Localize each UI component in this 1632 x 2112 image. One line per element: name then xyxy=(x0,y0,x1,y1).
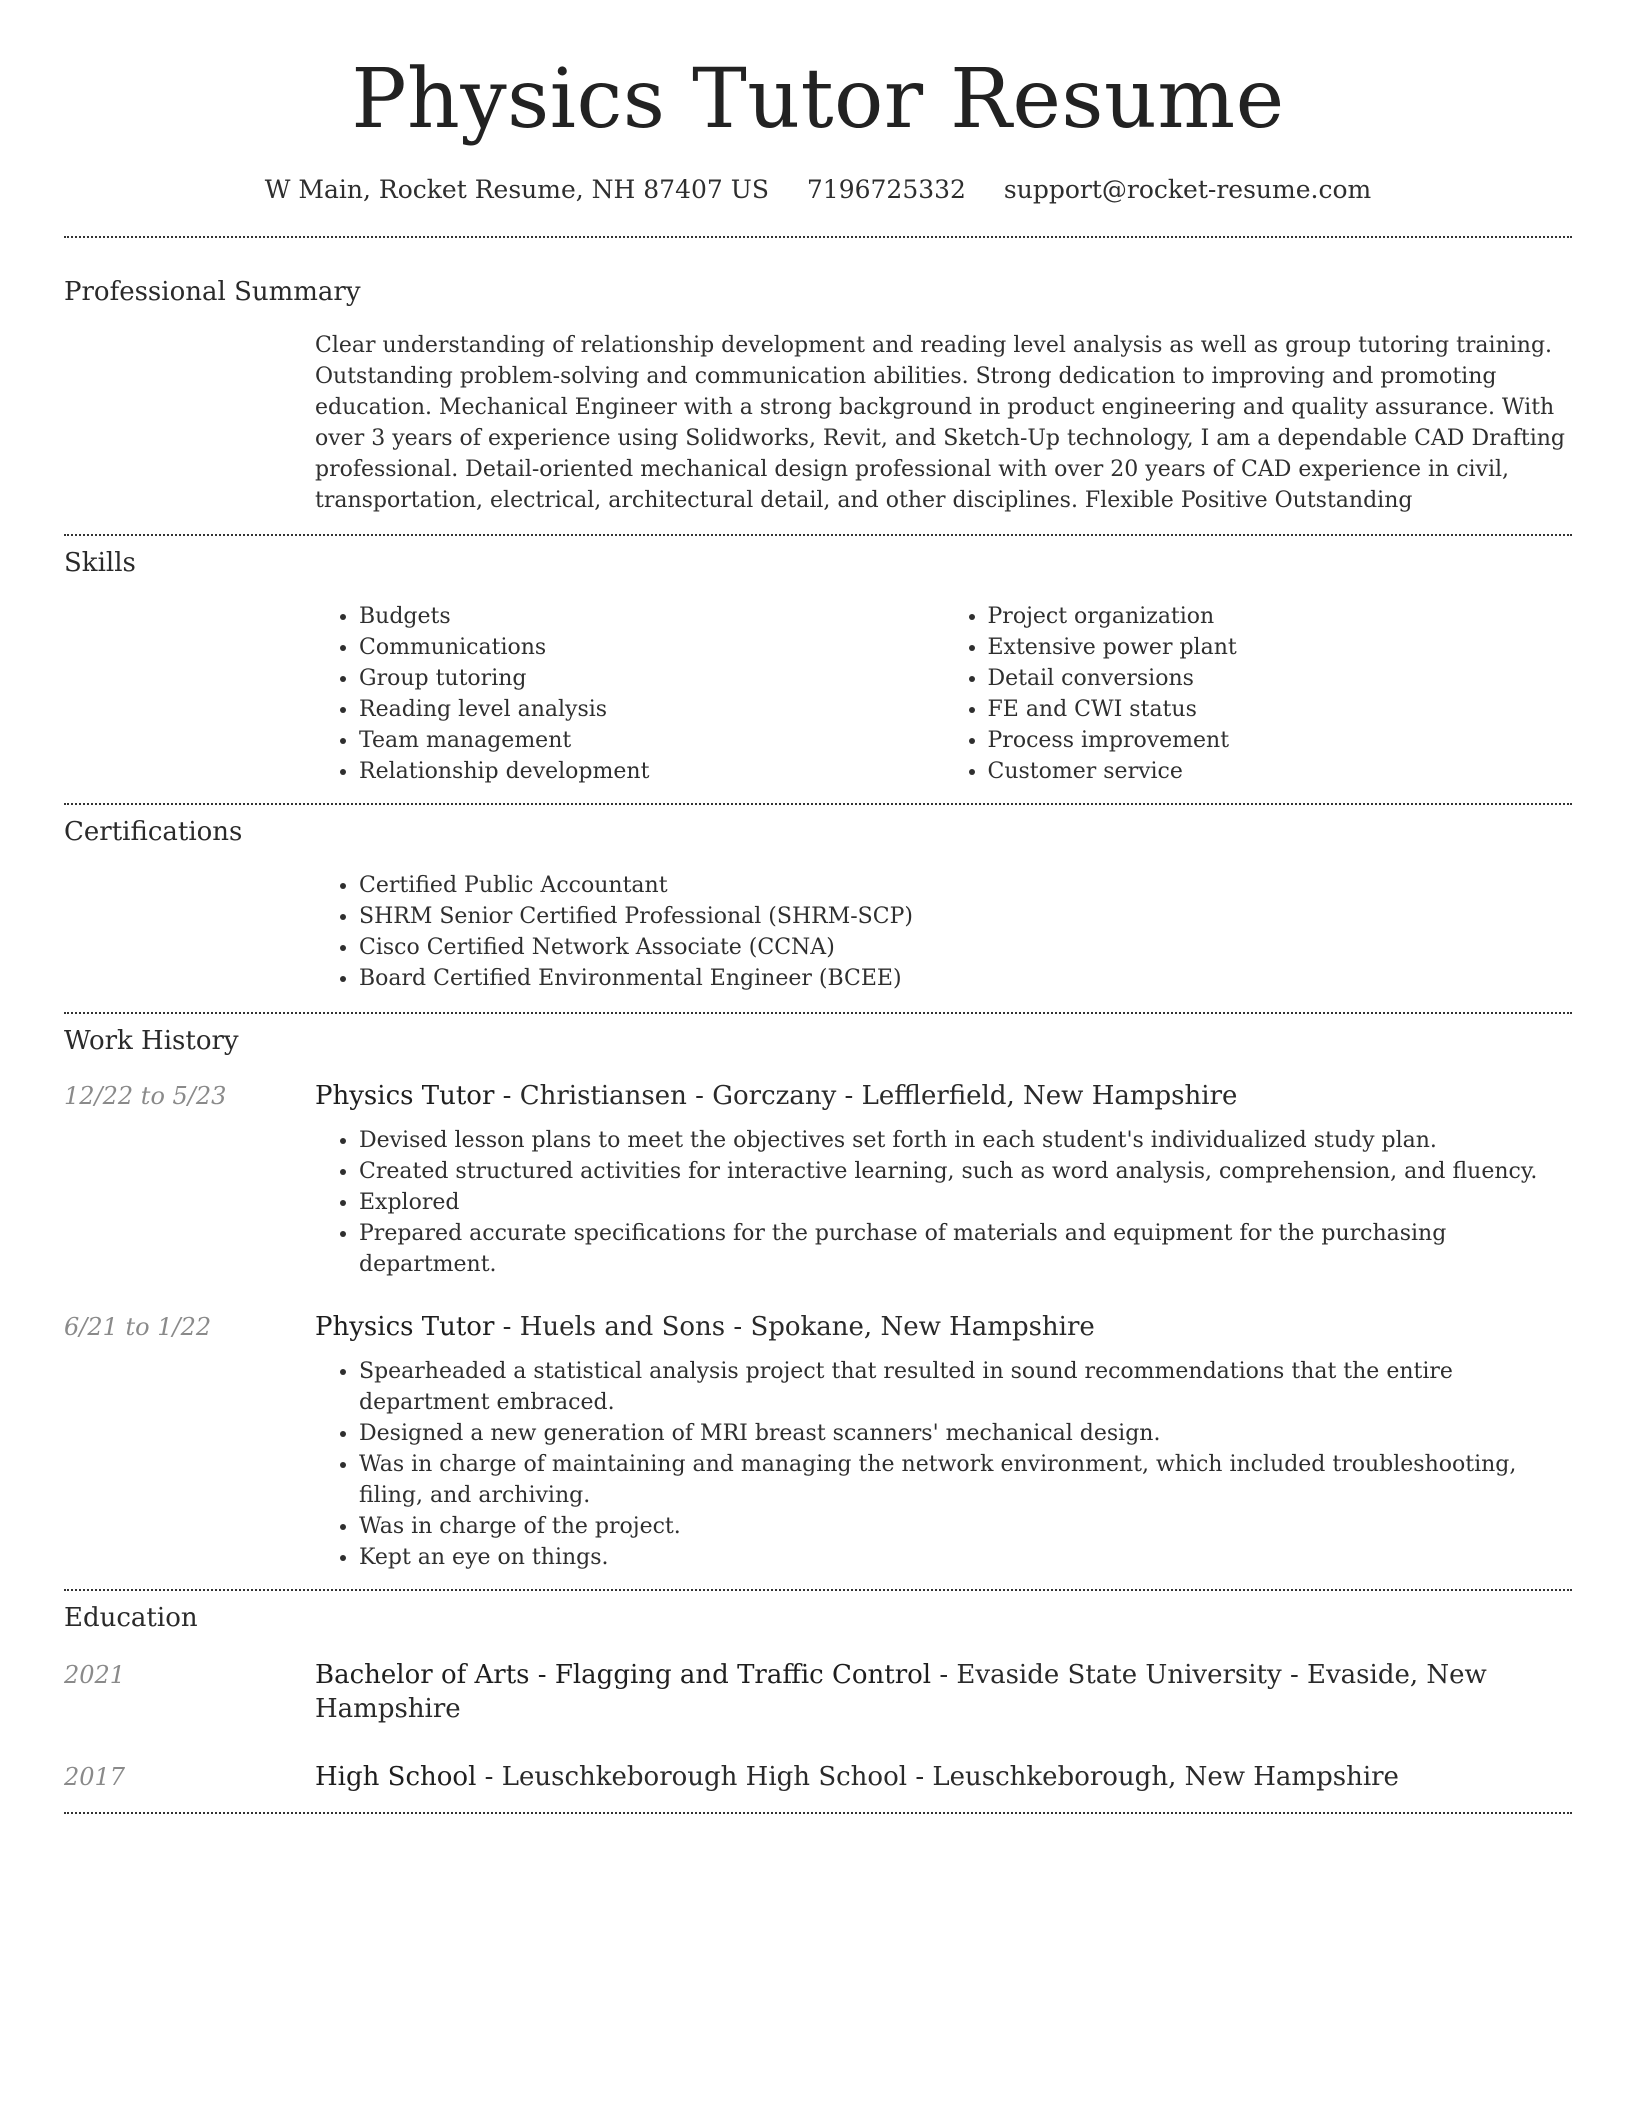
section-title-certifications: Certifications xyxy=(64,817,243,847)
divider xyxy=(64,236,1572,238)
job-bullet-list xyxy=(315,1356,1572,1573)
job-entry xyxy=(64,1079,1572,1280)
job-bullet: • Spearheaded a statistical analysis project that resulted in sound recommendations that the entire department embraced. xyxy=(359,1356,1572,1418)
divider xyxy=(64,1012,1572,1014)
job-bullet: • Was in charge of maintaining and managing the network environment, which included troubleshooting, filing, and archiving. xyxy=(359,1449,1572,1511)
education-entry xyxy=(64,1658,1572,1726)
job-bullets xyxy=(315,1356,1572,1573)
education-details: - Leuschkeborough High School - Leuschkeborough, New Hampshire xyxy=(476,1762,1399,1792)
contact-address: W Main, Rocket Resume, NH 87407 US xyxy=(264,175,769,204)
divider xyxy=(64,1812,1572,1814)
section-title-work: Work History xyxy=(64,1026,239,1056)
skill-item: • Process improvement xyxy=(988,725,1573,756)
skill-item: • Budgets xyxy=(359,601,944,632)
contact-line xyxy=(64,174,1572,206)
job-entry xyxy=(64,1310,1572,1573)
skill-item: • Customer service xyxy=(988,756,1573,787)
job-bullet: • Was in charge of the project. xyxy=(359,1511,1572,1542)
job-bullets xyxy=(315,1125,1572,1280)
contact-email[interactable]: support@rocket-resume.com xyxy=(1003,175,1372,204)
certifications-list xyxy=(315,870,1572,994)
skill-item: • Project organization xyxy=(988,601,1573,632)
certification-item: • Board Certified Environmental Engineer (BCEE) xyxy=(359,963,1572,994)
section-title-summary: Professional Summary xyxy=(64,277,361,307)
page-title: Physics Tutor Resume xyxy=(351,52,1285,147)
skill-item: • Relationship development xyxy=(359,756,944,787)
job-bullet: • Prepared accurate specifications for the purchase of materials and equipment for the purchasing department. xyxy=(359,1218,1572,1280)
job-bullet: • Designed a new generation of MRI breast scanners' mechanical design. xyxy=(359,1418,1572,1449)
skills-list-right xyxy=(944,601,1573,787)
certifications-section xyxy=(64,816,1572,994)
certification-item: • Certified Public Accountant xyxy=(359,870,1572,901)
job-bullet: • Explored xyxy=(359,1187,1572,1218)
skill-item: • Communications xyxy=(359,632,944,663)
education-details: - Evaside State University - Evaside, New Hampshire xyxy=(315,1660,1487,1724)
certifications-body xyxy=(315,870,1572,994)
job-details: - Huels and Sons - Spokane, New Hampshire xyxy=(494,1312,1095,1342)
contact-phone: 7196725332 xyxy=(806,175,966,204)
job-date: 6/21 to 1/22 xyxy=(64,1313,212,1341)
education-date: 2021 xyxy=(64,1661,126,1689)
work-history-section xyxy=(64,1025,1572,1573)
job-role: Physics Tutor xyxy=(315,1081,495,1111)
summary-text: Clear understanding of relationship development and reading level analysis as well as group tutoring training. Outstanding problem-solving and communication abilities. Strong dedication to improving and promoting education. Mechanical Engineer with a strong background in product engineering and quality assurance. With over 3 years of experience using Solidworks, Revit, and Sketch-Up technology, I am a dependable CAD Drafting professional. Detail-oriented mechanical design professional with over 20 years of CAD experience in civil, transportation, electrical, architectural detail, and other disciplines. Flexible Positive Outstanding xyxy=(315,333,1565,513)
job-bullet: • Created structured activities for interactive learning, such as word analysis, comprehension, and fluency. xyxy=(359,1156,1572,1187)
education-entry xyxy=(64,1760,1572,1794)
section-title-skills: Skills xyxy=(64,548,136,578)
divider xyxy=(64,534,1572,536)
job-bullet-list xyxy=(315,1125,1572,1280)
skills-section xyxy=(64,547,1572,787)
job-header xyxy=(64,1310,1572,1344)
job-bullet: • Kept an eye on things. xyxy=(359,1542,1572,1573)
certification-item: • SHRM Senior Certified Professional (SHRM-SCP) xyxy=(359,901,1572,932)
skill-item: • Extensive power plant xyxy=(988,632,1573,663)
education-section xyxy=(64,1602,1572,1794)
job-heading xyxy=(315,1079,1237,1113)
skills-list-left xyxy=(315,601,944,787)
divider xyxy=(64,803,1572,805)
section-title-education: Education xyxy=(64,1603,198,1633)
job-heading xyxy=(315,1310,1095,1344)
skill-item: • Group tutoring xyxy=(359,663,944,694)
job-role: Physics Tutor xyxy=(315,1312,495,1342)
education-heading xyxy=(315,1658,1572,1726)
divider xyxy=(64,1589,1572,1591)
job-bullet: • Devised lesson plans to meet the objectives set forth in each student's individualized study plan. xyxy=(359,1125,1572,1156)
skill-item: • Team management xyxy=(359,725,944,756)
education-degree: High School xyxy=(315,1762,477,1792)
education-degree: Bachelor of Arts - Flagging and Traffic Control xyxy=(315,1660,932,1690)
skill-item: • FE and CWI status xyxy=(988,694,1573,725)
skill-item: • Detail conversions xyxy=(988,663,1573,694)
education-heading xyxy=(315,1760,1399,1794)
summary-section xyxy=(64,276,1572,516)
job-date: 12/22 to 5/23 xyxy=(64,1082,227,1110)
job-header xyxy=(64,1079,1572,1113)
skill-item: • Reading level analysis xyxy=(359,694,944,725)
resume-page xyxy=(64,0,1572,1814)
education-date: 2017 xyxy=(64,1763,126,1791)
certification-item: • Cisco Certified Network Associate (CCNA) xyxy=(359,932,1572,963)
job-details: - Christiansen - Gorczany - Lefflerfield, New Hampshire xyxy=(494,1081,1238,1111)
skills-grid xyxy=(315,601,1572,787)
